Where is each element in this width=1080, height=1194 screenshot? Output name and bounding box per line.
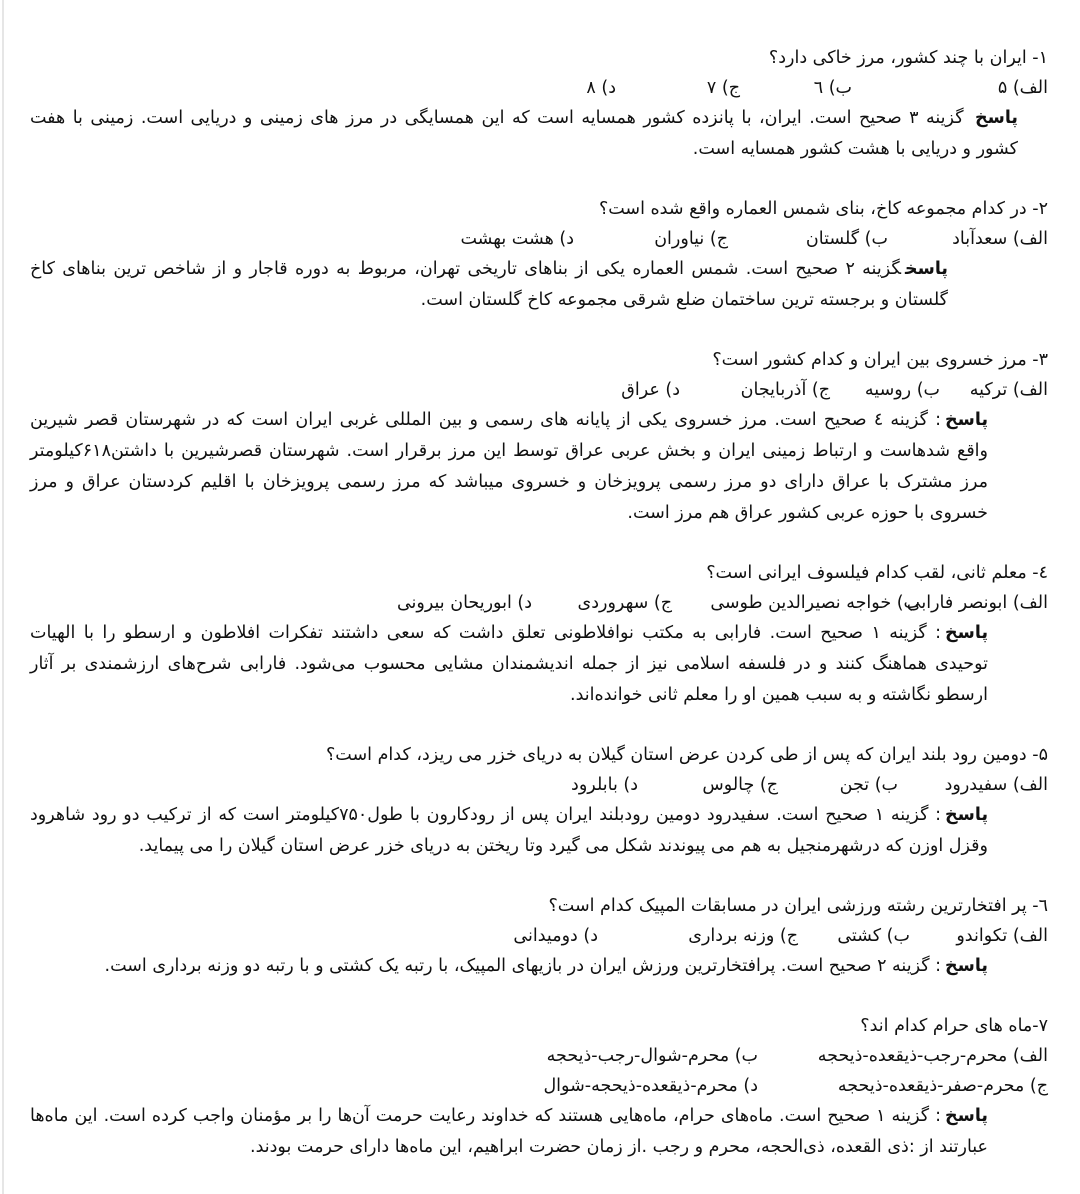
question-1 [30, 44, 1048, 165]
answer-text: پاسخ گزینه ۳ صحیح است. ایران، با پانزده کشور همسایه است که این همسایگی در مرز های زمینی و دریایی است. زمینی با هفت کشور و دریایی با هشت کشور همسایه است. [30, 108, 1018, 159]
option-a: الف) ابونصر فارابی [906, 593, 1048, 613]
option-a: الف) ترکیه [969, 380, 1048, 400]
question-5 [30, 741, 1048, 862]
question-2 [30, 195, 1048, 316]
answer-label: پاسخ [945, 410, 989, 430]
question-3 [30, 346, 1048, 529]
option-d: د) دومیدانی [513, 926, 598, 946]
options-row [30, 921, 1048, 951]
question-6 [30, 892, 1048, 982]
question-title: ۱- ایران با چند کشور، مرز خاکی دارد؟ [768, 48, 1048, 68]
answer-label: پاسخ [945, 805, 989, 825]
option-a: الف) سعدآباد [952, 229, 1048, 249]
option-b: ب) کشتی [837, 926, 910, 946]
answer-text: پاسخ: گزینه ٤ صحیح است. مرز خسروی یکی از پایانه های رسمی و بین المللی غربی ایران است که در شهرستان قصر شیرین واقع شدهاست و ارتباط زمینی ایران و بخش عربی عراق توسط این مرز برقرار است. شهرستان قصرشیرین با داشتن۶۱۸کیلومتر مرز مشترک با عراق دارای دو مرز رسمی پرویزخان و خسروی میباشد که مرز رسمی پرویزخان با اقلیم کردستان عراق و مرز خسروی با حوزه عربی کشور عراق هم مرز است. [30, 410, 989, 523]
option-d: د) بابلرود [571, 775, 638, 795]
option-b: ب) خواجه نصیرالدین طوسی [710, 593, 920, 613]
document-body [30, 44, 1048, 1193]
answer-text: پاسخ: گزینه ۱ صحیح است. فارابی به مکتب نوافلاطونی تعلق داشت که سعی داشتند تفکرات افلاطون و ارسطو را با الهیات توحیدی هماهنگ کنند و در فلسفه اسلامی نیز از جمله اندیشمندان مشایی محسوب می‌شود. فارابی شرح‌های ارزشمندی بر آثار ارسطو نگاشته و به سبب همین او را معلم ثانی خوانده‌اند. [30, 623, 989, 705]
answer-text: پاسخ: گزینه ۱ صحیح است. ماه‌های حرام، ماه‌هایی هستند که خداوند رعایت حرمت آن‌ها را بر مؤمنان واجب کرده است. این ماه‌ها عبارتند از :ذی القعده، ذی‌الحجه، محرم و رجب .از زمان حضرت ابراهیم، این ماه‌ها دارای حرمت بودند. [30, 1106, 988, 1157]
option-c: ج) آذربایجان [740, 380, 830, 400]
answer-label: پاسخ [945, 1106, 988, 1126]
options-row [30, 375, 1048, 405]
options-row [30, 73, 1048, 103]
option-d: د) عراق [621, 380, 680, 400]
question-7 [30, 1012, 1048, 1163]
option-c: ج) چالوس [702, 775, 778, 795]
option-c: ج) ۷ [706, 78, 740, 98]
option-b: ب) روسیه [864, 380, 940, 400]
question-title: ۷-ماه های حرام کدام اند؟ [860, 1016, 1048, 1036]
options-row [30, 224, 1048, 254]
option-b: ب) تجن [839, 775, 898, 795]
answer-label: پاسخ [945, 623, 989, 643]
option-d: د) محرم-ذیقعده-ذیحجه-شوال [543, 1076, 758, 1096]
option-a: الف) سفیدرود [944, 775, 1048, 795]
question-title: ٦- پر افتخارترین رشته ورزشی ایران در مسابقات المپیک کدام است؟ [548, 896, 1048, 916]
option-b: ب) گلستان [805, 229, 888, 249]
options-grid [30, 1041, 1048, 1101]
answer-text: پاسخگزینه ۲ صحیح است. شمس العماره یکی از بناهای تاریخی تهران، مربوط به دوره قاجار و از شاخص ترین بناهای کاخ گلستان و برجسته ترین ساختمان ضلع شرقی مجموعه کاخ گلستان است. [30, 259, 948, 310]
answer-text: پاسخ: گزینه ۲ صحیح است. پرافتخارترین ورزش ایران در بازیهای المپیک، با رتبه یک کشتی و با رتبه دو وزنه برداری است. [104, 956, 988, 976]
option-a: الف) تکواندو [956, 926, 1048, 946]
option-c: ج) وزنه برداری [688, 926, 798, 946]
option-d: د) ابوریحان بیرونی [396, 593, 532, 613]
option-c: ج) نیاوران [654, 229, 728, 249]
options-row [30, 588, 1048, 618]
option-c: ج) محرم-صفر-ذیقعده-ذیحجه [837, 1076, 1048, 1096]
question-title: ۳- مرز خسروی بین ایران و کدام کشور است؟ [712, 350, 1048, 370]
question-title: ۲- در کدام مجموعه کاخ، بنای شمس العماره واقع شده است؟ [598, 199, 1048, 219]
options-row [30, 770, 1048, 800]
question-title: ۵- دومین رود بلند ایران که پس از طی کردن عرض استان گیلان به دریای خزر می ریزد، کدام است؟ [326, 745, 1048, 765]
option-d: د) هشت بهشت [460, 229, 574, 249]
answer-label: پاسخ [975, 108, 1018, 128]
answer-label: پاسخ [945, 956, 988, 976]
option-a: الف) ۵ [997, 78, 1048, 98]
answer-label: پاسخ [905, 259, 948, 279]
option-d: د) ۸ [586, 78, 616, 98]
option-a: الف) محرم-رجب-ذیقعده-ذیحجه [817, 1046, 1048, 1066]
option-b: ب) محرم-شوال-رجب-ذیحجه [546, 1046, 758, 1066]
question-4 [30, 559, 1048, 711]
option-b: ب) ٦ [813, 78, 852, 98]
page-edge [2, 0, 4, 1194]
option-c: ج) سهروردی [577, 593, 672, 613]
question-title: ٤- معلم ثانی، لقب کدام فیلسوف ایرانی است؟ [706, 563, 1048, 583]
answer-text: پاسخ: گزینه ۱ صحیح است. سفیدرود دومین رودبلند ایران پس از رودکارون با طول۷۵۰کیلومتر است که از ترکیب دو رود شاهرود وقزل اوزن که درشهرمنجیل به هم می پیوندند شکل می گیرد وتا ریختن به دریای خزر عرض استان گیلان را می پیماید. [30, 805, 989, 856]
